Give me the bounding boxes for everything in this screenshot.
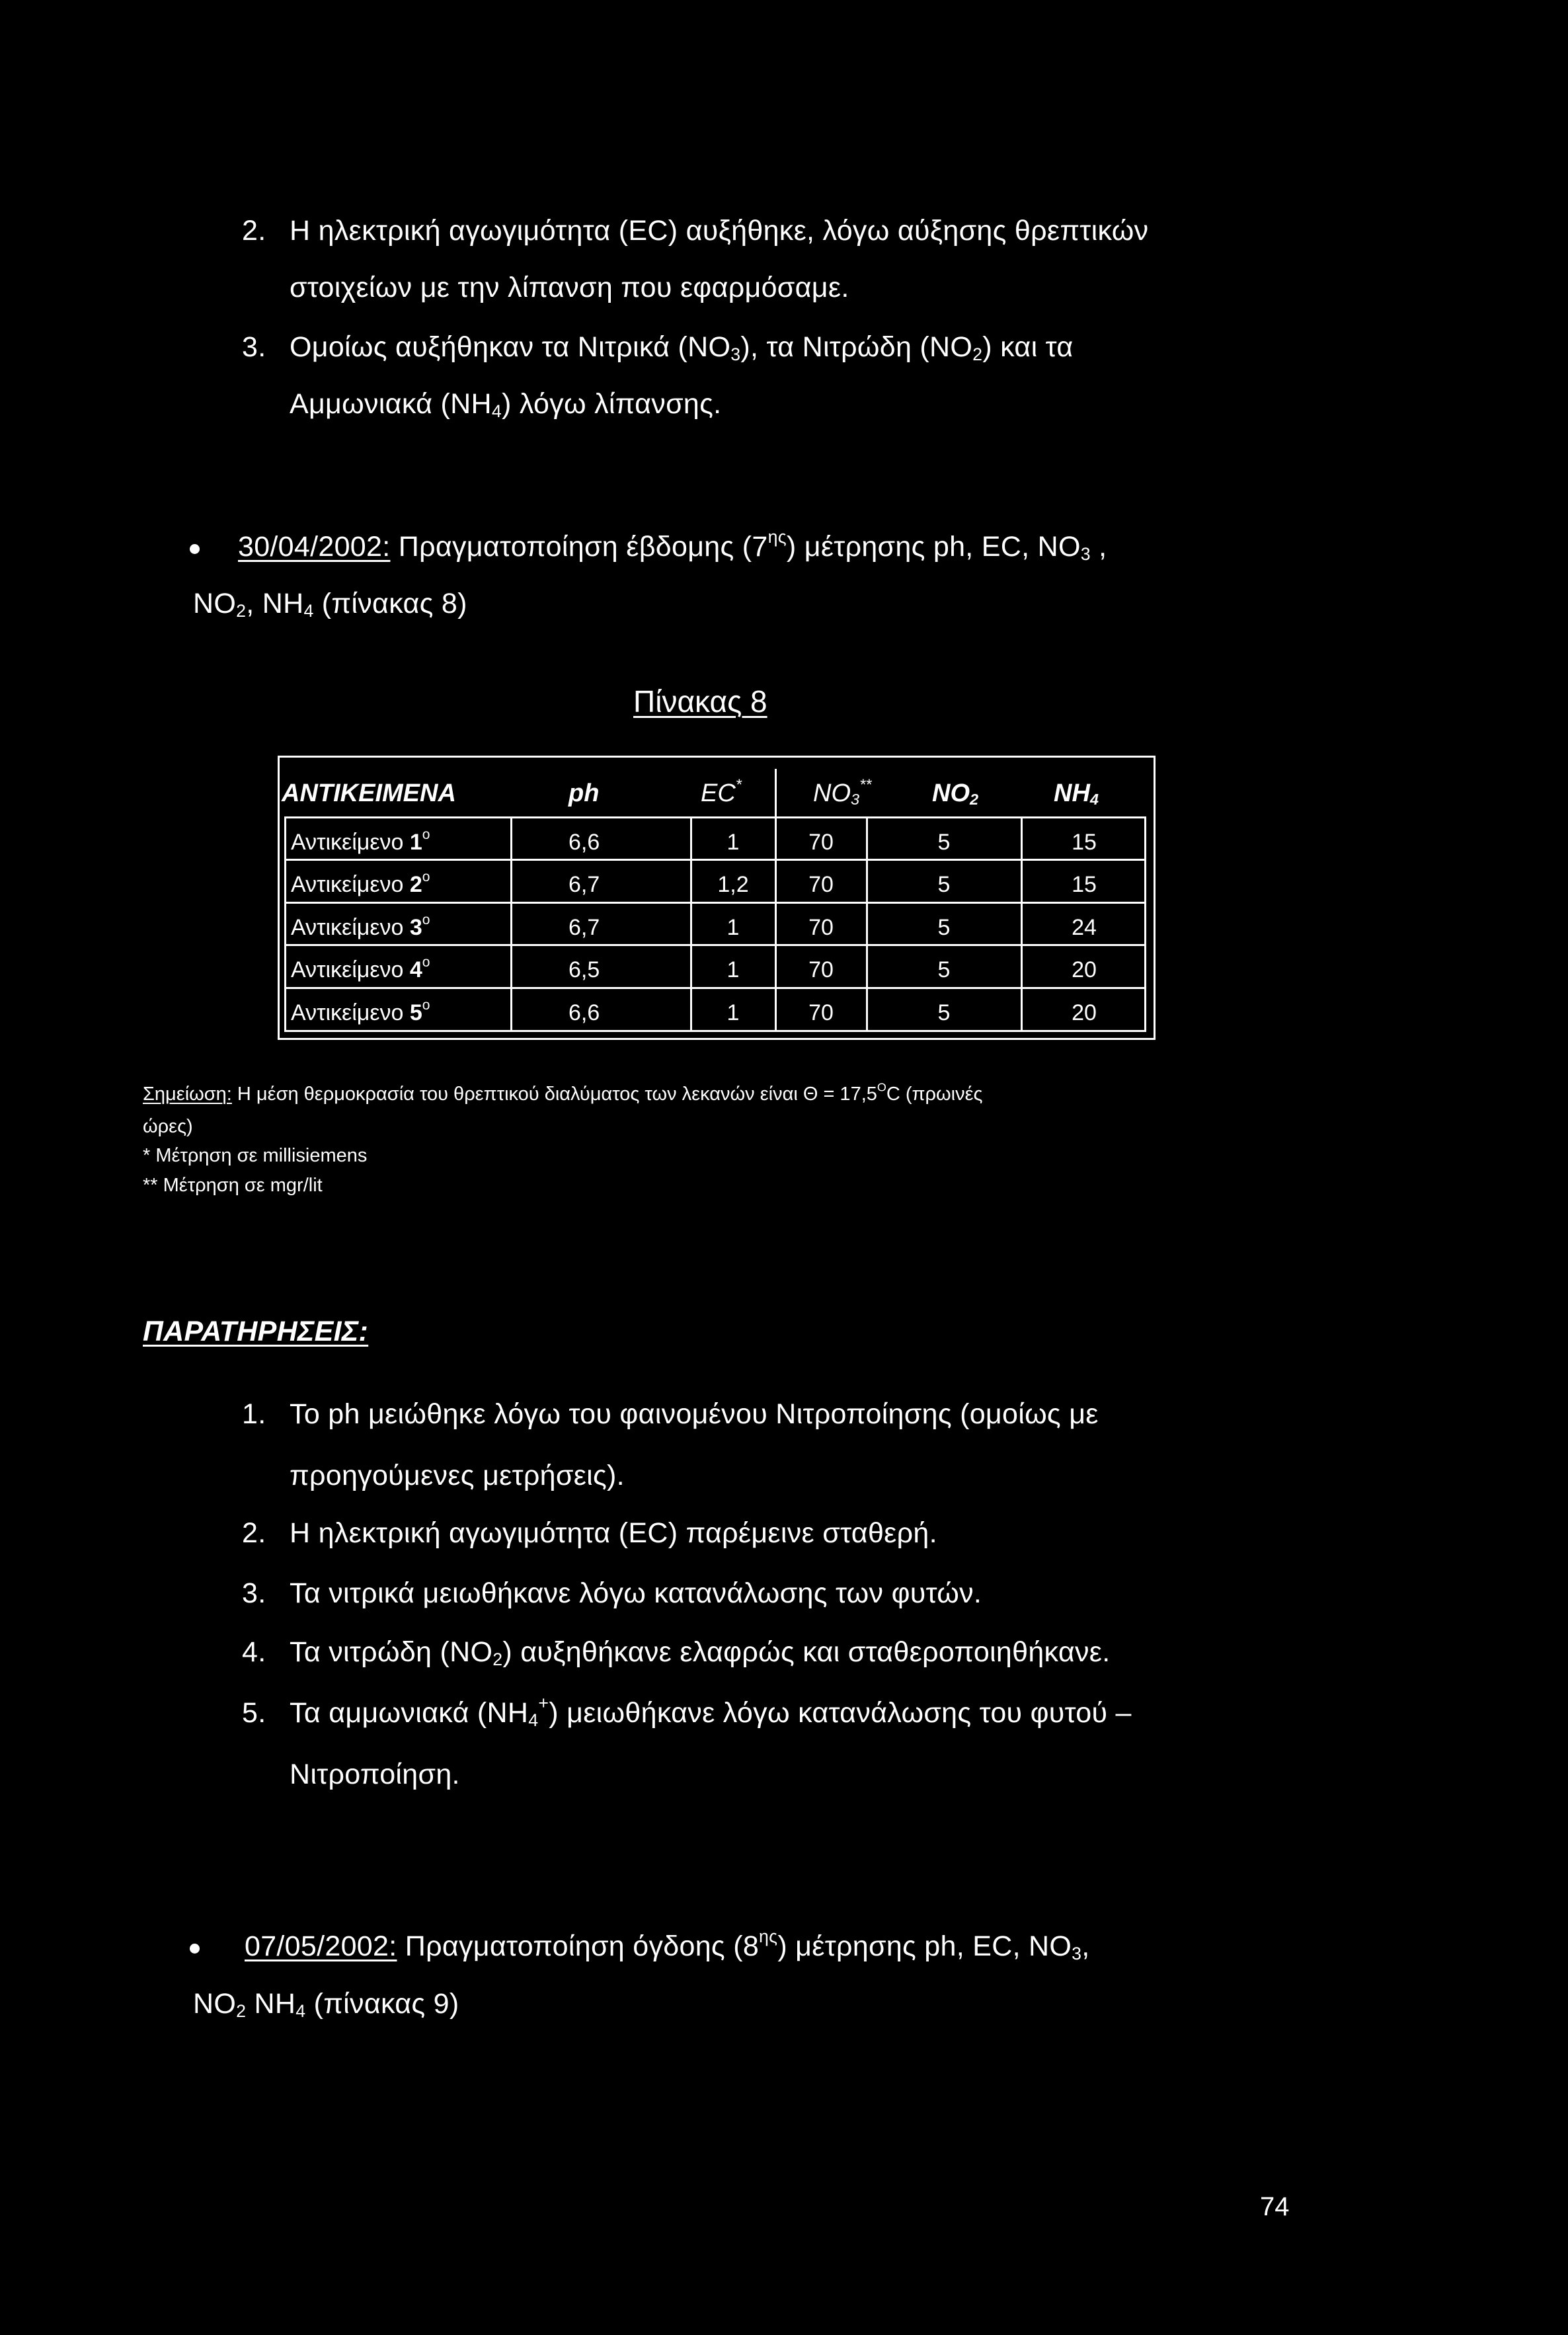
cell-no2: 5 bbox=[937, 957, 951, 982]
note-line3: * Μέτρηση σε millisiemens bbox=[143, 1145, 368, 1166]
bullet-dot bbox=[190, 1944, 200, 1954]
cell-ph: 6,6 bbox=[568, 830, 600, 855]
obs-5-line2: Νιτροποίηση. bbox=[290, 1759, 460, 1790]
header-no3: $NO_3^{**}$ bbox=[813, 775, 872, 809]
row-divider bbox=[284, 987, 1146, 989]
obs-1-number: 1. bbox=[242, 1398, 266, 1430]
cell-no3: 70 bbox=[808, 1000, 834, 1025]
cell-ec: 1 bbox=[726, 915, 740, 940]
row-divider bbox=[284, 816, 1146, 818]
col-divider bbox=[510, 816, 512, 1032]
measurement-table bbox=[278, 756, 1156, 1040]
cell-no3: 70 bbox=[808, 872, 834, 897]
cell-ph: 6,7 bbox=[568, 915, 600, 940]
table-title: Πίνακας 8 bbox=[633, 684, 767, 719]
note-line1: Σημείωση: Η μέση θερμοκρασία του θρεπτικού διαλύματος των λεκανών είναι $\Theta = 17,5^OC$ (πρωινές bbox=[143, 1080, 983, 1105]
note-line2: ώρες) bbox=[143, 1116, 193, 1137]
obs-4-number: 4. bbox=[242, 1636, 266, 1668]
obs-2-number: 2. bbox=[242, 1517, 266, 1549]
row-divider bbox=[284, 902, 1146, 904]
intro-item-2-number: 2. bbox=[242, 215, 266, 247]
header-ec: EC* bbox=[701, 775, 742, 807]
entry1-line1: 30/04/2002: Πραγματοποίηση έβδομης $(7^{\eta\varsigma})$ μέτρησης ph, EC, $NO_3$ , bbox=[238, 527, 1107, 564]
row-label: Αντικείμενο $3^o$ bbox=[291, 912, 430, 940]
cell-ph: 6,6 bbox=[568, 1000, 600, 1025]
row-label: Αντικείμενο $2^o$ bbox=[291, 869, 430, 897]
obs-1-line2: προηγούμενες μετρήσεις). bbox=[290, 1460, 625, 1491]
cell-no2: 5 bbox=[937, 1000, 951, 1025]
bullet-dot bbox=[190, 544, 200, 554]
entry2-date: 07/05/2002: bbox=[245, 1930, 397, 1962]
row-label: Αντικείμενο $1^o$ bbox=[291, 827, 430, 855]
page-number: 74 bbox=[1260, 2192, 1290, 2221]
intro-item-3-line1: Ομοίως αυξήθηκαν τα Νιτρικά $(NO_3)$, τα Νιτρώδη $(NO_2)$ και τα bbox=[290, 331, 1074, 364]
intro-item-2-line1: Η ηλεκτρική αγωγιμότητα (EC) αυξήθηκε, λόγω αύξησης θρεπτικών bbox=[290, 215, 1149, 247]
entry1-date: 30/04/2002: bbox=[238, 531, 391, 563]
cell-no3: 70 bbox=[808, 957, 834, 982]
cell-ph: 6,7 bbox=[568, 872, 600, 897]
observations-title: ΠΑΡΑΤΗΡΗΣΕΙΣ: bbox=[143, 1316, 369, 1347]
obs-3-line1: Τα νιτρικά μειωθήκανε λόγω κατανάλωσης των φυτών. bbox=[290, 1577, 982, 1609]
obs-5-line1: Τα αμμωνιακά $(NH_4^+)$ μειωθήκανε λόγω κατανάλωσης του φυτού – bbox=[290, 1693, 1132, 1730]
intro-item-3-line2: Αμμωνιακά $(NH_4)$ λόγω λίπανσης. bbox=[290, 388, 722, 421]
entry2-line1: 07/05/2002: Πραγματοποίηση όγδοης $(8^{\eta\varsigma})$ μέτρησης ph, EC, $NO_3$, bbox=[245, 1926, 1090, 1963]
cell-nh4: 24 bbox=[1072, 915, 1097, 940]
obs-2-line1: Η ηλεκτρική αγωγιμότητα (EC) παρέμεινε σταθερή. bbox=[290, 1517, 937, 1549]
cell-no2: 5 bbox=[937, 915, 951, 940]
cell-nh4: 15 bbox=[1072, 830, 1097, 855]
intro-item-2-line2: στοιχείων με την λίπανση που εφαρμόσαμε. bbox=[290, 272, 849, 303]
obs-1-line1: Το ph μειώθηκε λόγω του φαινομένου Νιτροποίησης (ομοίως με bbox=[290, 1398, 1099, 1430]
cell-ph: 6,5 bbox=[568, 957, 600, 982]
obs-4-line1: Τα νιτρώδη $(NO_2)$ αυξηθήκανε ελαφρώς και σταθεροποιηθήκανε. bbox=[290, 1636, 1111, 1669]
entry1-line2: $NO_2$, $NH_4$ (πίνακας 8) bbox=[193, 588, 467, 621]
header-ph: ph bbox=[568, 779, 600, 807]
row-label: Αντικείμενο $4^o$ bbox=[291, 955, 430, 982]
row-divider bbox=[284, 859, 1146, 861]
cell-no2: 5 bbox=[937, 830, 951, 855]
cell-ec: 1,2 bbox=[717, 872, 749, 897]
col-divider bbox=[775, 769, 777, 1032]
note-label: Σημείωση: bbox=[143, 1084, 232, 1105]
obs-3-number: 3. bbox=[242, 1577, 266, 1609]
header-nh4: $NH_4$ bbox=[1054, 779, 1099, 809]
cell-ec: 1 bbox=[726, 830, 740, 855]
cell-no2: 5 bbox=[937, 872, 951, 897]
entry2-line2: $NO_2$ $NH_4$ (πίνακας 9) bbox=[193, 1988, 459, 2021]
intro-item-3-number: 3. bbox=[242, 331, 266, 363]
cell-ec: 1 bbox=[726, 957, 740, 982]
header-antikeimena: ΑΝΤΙΚΕΙΜΕΝΑ bbox=[282, 779, 456, 807]
cell-no3: 70 bbox=[808, 915, 834, 940]
row-divider bbox=[284, 944, 1146, 946]
note-line4: ** Μέτρηση σε mgr/lit bbox=[143, 1175, 323, 1196]
cell-nh4: 20 bbox=[1072, 957, 1097, 982]
obs-5-number: 5. bbox=[242, 1697, 266, 1729]
cell-nh4: 20 bbox=[1072, 1000, 1097, 1025]
cell-nh4: 15 bbox=[1072, 872, 1097, 897]
cell-ec: 1 bbox=[726, 1000, 740, 1025]
header-no2: $NO_2$ bbox=[932, 779, 979, 809]
cell-no3: 70 bbox=[808, 830, 834, 855]
row-label: Αντικείμενο $5^o$ bbox=[291, 998, 430, 1025]
